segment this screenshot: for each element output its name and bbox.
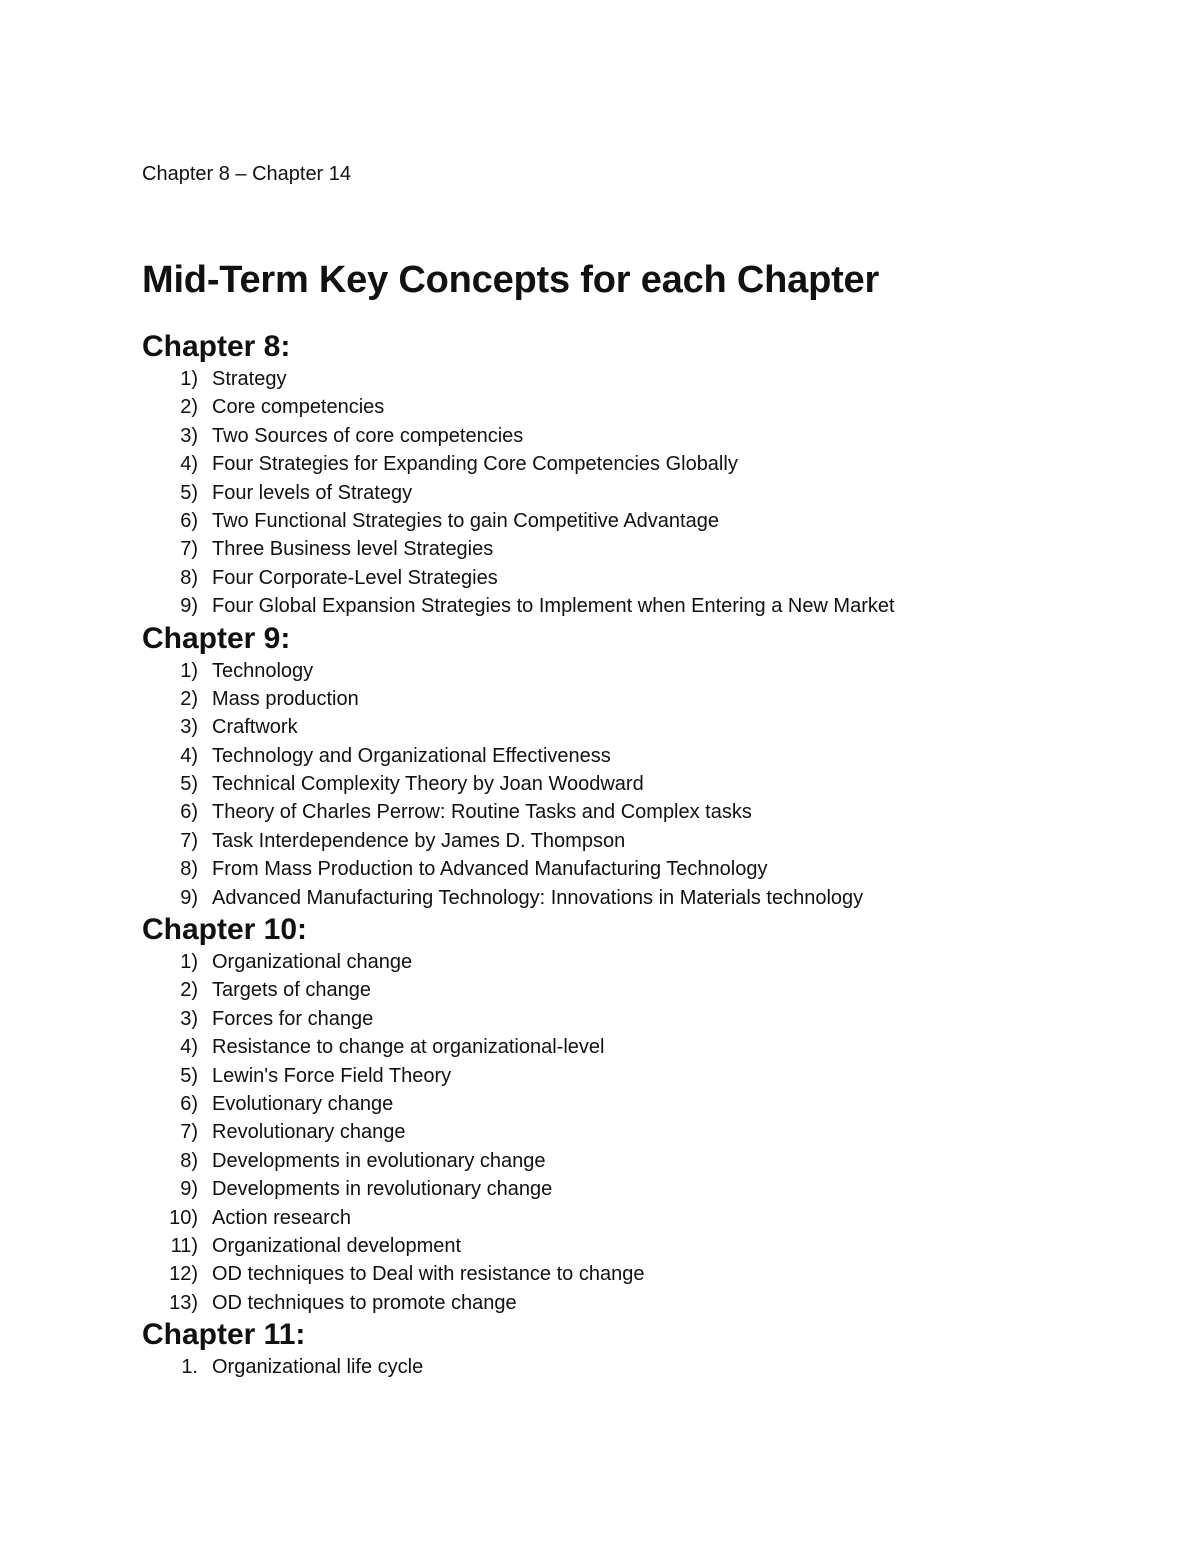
list-item-label: Advanced Manufacturing Technology: Innovations in Materials technology [212,886,864,909]
list-item-number: 8) [180,858,198,881]
list-item-number: 2) [180,979,198,1002]
list-item [142,1118,1142,1146]
list-item-number: 2) [180,687,198,710]
list-item-label: Three Business level Strategies [212,538,494,561]
list-item-label: Organizational life cycle [212,1356,424,1379]
concept-list [142,948,1142,1317]
chapter-sections [142,329,1142,1382]
list-item [142,1033,1142,1061]
list-item-label: Forces for change [212,1007,374,1030]
list-item-number: 6) [180,509,198,532]
list-item-number: 13) [169,1291,198,1314]
list-item-label: Technical Complexity Theory by Joan Woodward [212,773,644,796]
list-item-number: 4) [180,744,198,767]
list-item-label: OD techniques to promote change [212,1291,517,1314]
list-item [142,1289,1142,1317]
list-item-number: 12) [169,1263,198,1286]
list-item [142,422,1142,450]
list-item-number: 4) [180,453,198,476]
list-item [142,976,1142,1004]
list-item-label: Organizational development [212,1234,462,1257]
list-item-label: Mass production [212,687,359,710]
list-item [142,592,1142,620]
chapter-section [142,621,1142,913]
list-item [142,713,1142,741]
list-item [142,1175,1142,1203]
list-item-number: 3) [180,716,198,739]
list-item-label: Core competencies [212,396,385,419]
list-item [142,827,1142,855]
list-item [142,1260,1142,1288]
list-item-number: 7) [180,538,198,561]
list-item [142,479,1142,507]
chapter-section [142,912,1142,1317]
list-item-label: Technology [212,659,314,682]
chapter-heading: Chapter 11: [142,1318,306,1352]
list-item [142,1062,1142,1090]
list-item [142,1090,1142,1118]
list-item [142,770,1142,798]
chapter-section [142,329,1142,621]
list-item [142,1232,1142,1260]
list-item-number: 6) [180,1092,198,1115]
list-item-number: 7) [180,829,198,852]
list-item-label: Four Corporate-Level Strategies [212,566,498,589]
list-item-label: Organizational change [212,951,413,974]
list-item-label: Theory of Charles Perrow: Routine Tasks and Complex tasks [212,801,752,824]
list-item [142,855,1142,883]
list-item [142,564,1142,592]
list-item-number: 8) [180,1149,198,1172]
list-item-label: Developments in revolutionary change [212,1178,553,1201]
concept-list [142,365,1142,621]
concept-list [142,657,1142,913]
list-item-label: Technology and Organizational Effectiveness [212,744,611,767]
list-item-number: 1) [180,659,198,682]
list-item [142,1147,1142,1175]
list-item-label: Lewin's Force Field Theory [212,1064,452,1087]
list-item-number: 9) [180,595,198,618]
chapter-heading: Chapter 10: [142,913,308,947]
list-item-number: 5) [180,481,198,504]
list-item [142,507,1142,535]
list-item-number: 11) [170,1234,198,1257]
list-item-label: OD techniques to Deal with resistance to change [212,1263,645,1286]
list-item [142,450,1142,478]
list-item-label: Task Interdependence by James D. Thompson [212,829,626,852]
list-item-label: Four levels of Strategy [212,481,413,504]
list-item-number: 4) [180,1036,198,1059]
list-item [142,1204,1142,1232]
list-item-label: Four Global Expansion Strategies to Implement when Entering a New Market [212,595,895,618]
list-item-number: 3) [180,1007,198,1030]
list-item-number: 1) [180,368,198,390]
list-item-label: Evolutionary change [212,1092,394,1115]
list-item [142,884,1142,912]
list-item-number: 5) [180,773,198,796]
list-item [142,535,1142,563]
list-item-label: Two Functional Strategies to gain Competitive Advantage [212,509,719,532]
list-item-label: Revolutionary change [212,1121,406,1144]
list-item-label: Targets of change [212,979,371,1002]
list-item-number: 10) [169,1206,198,1229]
list-item [142,1353,1142,1381]
document-title: Mid-Term Key Concepts for each Chapter [142,259,880,301]
list-item [142,365,1142,393]
list-item-number: 5) [180,1064,198,1087]
list-item-label: Developments in evolutionary change [212,1149,546,1172]
list-item-number: 1) [180,951,198,974]
list-item-number: 3) [180,424,198,447]
list-item-label: From Mass Production to Advanced Manufacturing Technology [212,858,768,881]
list-item-number: 8) [180,566,198,589]
list-item [142,393,1142,421]
list-item-label: Resistance to change at organizational-level [212,1036,605,1059]
list-item-label: Two Sources of core competencies [212,424,524,447]
list-item-number: 2) [180,396,198,419]
list-item [142,948,1142,976]
list-item-number: 9) [180,886,198,909]
list-item-number: 9) [180,1178,198,1201]
list-item-number: 6) [180,801,198,824]
chapter-heading: Chapter 8: [142,330,291,363]
list-item-label: Four Strategies for Expanding Core Competencies Globally [212,453,738,476]
list-item-label: Action research [212,1206,351,1229]
document-subtitle: Chapter 8 – Chapter 14 [142,163,352,185]
list-item [142,685,1142,713]
list-item-number: 1. [181,1356,198,1379]
list-item-label: Strategy [212,368,287,390]
list-item [142,1005,1142,1033]
list-item-label: Craftwork [212,716,298,739]
list-item-number: 7) [180,1121,198,1144]
list-item [142,798,1142,826]
chapter-section [142,1317,1142,1381]
list-item [142,657,1142,685]
concept-list [142,1353,1142,1381]
list-item [142,742,1142,770]
chapter-heading: Chapter 9: [142,621,291,655]
